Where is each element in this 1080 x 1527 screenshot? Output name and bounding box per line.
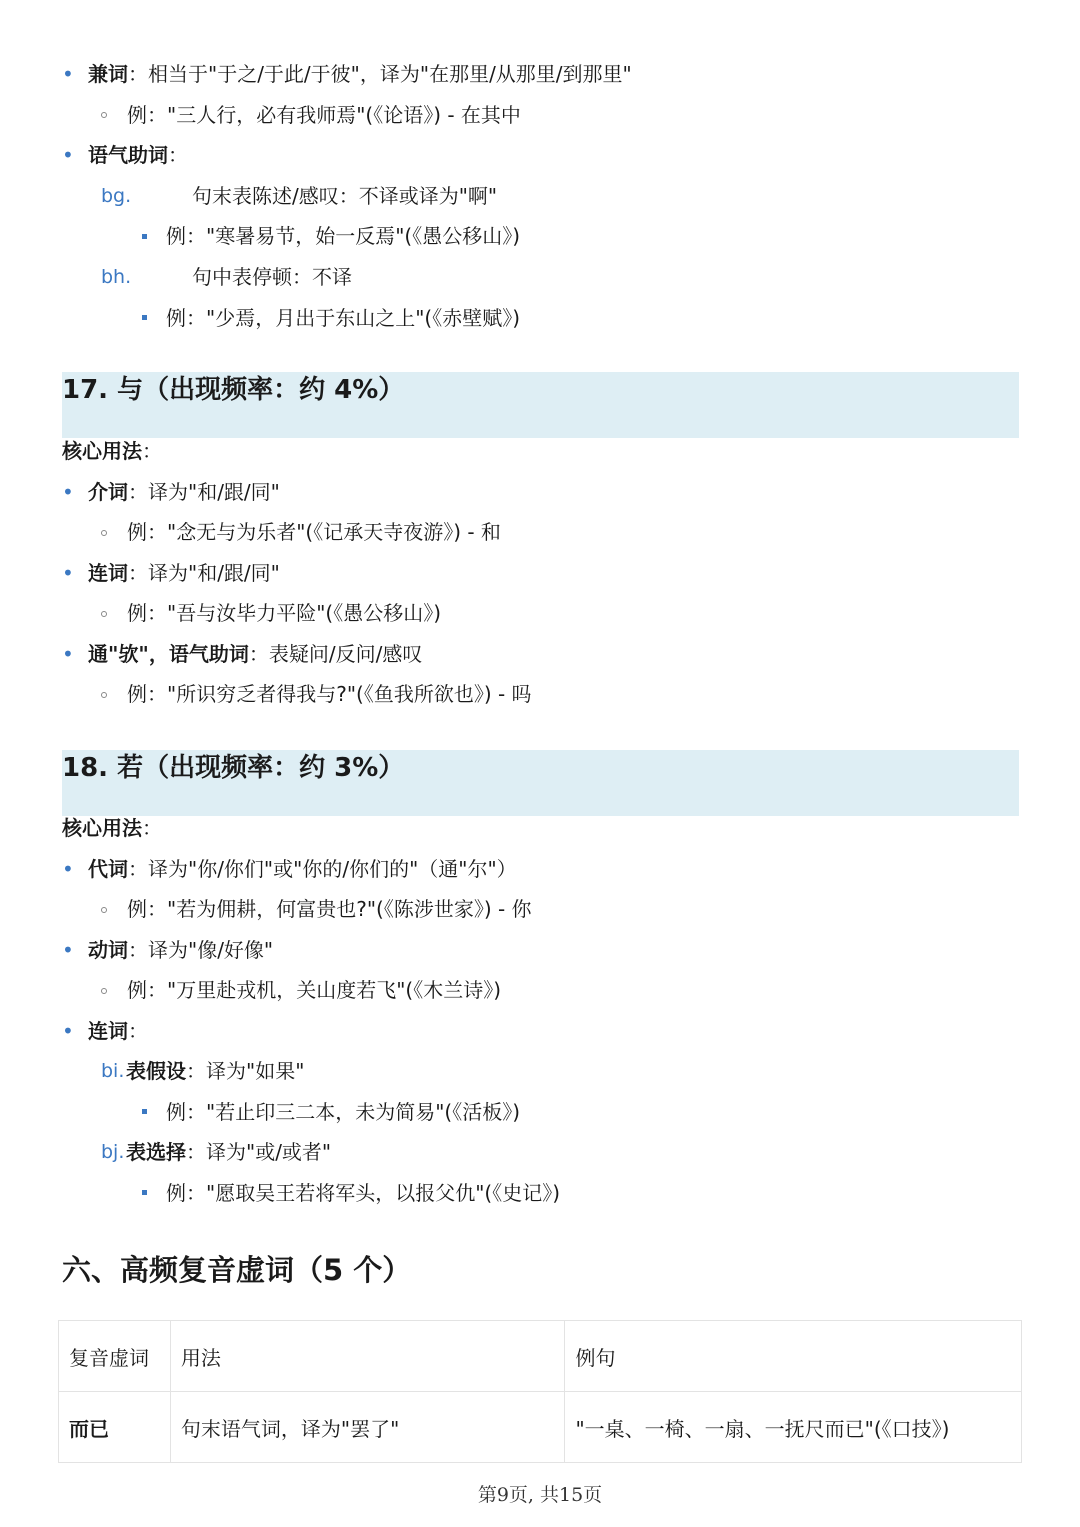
list-marker: bj. [101, 1141, 125, 1163]
bullet-dot: • [62, 561, 74, 585]
example-line: 例："愿取吴王若将军头，以报父仇"(《史记》) [166, 1181, 561, 1205]
bullet-dot: • [62, 480, 74, 504]
example-line: 例："寒暑易节，始一反焉"(《愚公移山》) [166, 224, 521, 248]
example-line: 例："吾与汝毕力平险"(《愚公移山》) [127, 601, 442, 625]
circle-bullet [101, 988, 107, 994]
table-header-cell: 例句 [565, 1321, 1022, 1392]
bullet-dot: • [62, 1019, 74, 1043]
table-header-row [59, 1321, 1022, 1392]
square-bullet [142, 1190, 147, 1195]
sub-item: 句末表陈述/感叹：不译或译为"啊" [192, 184, 498, 208]
section-title: 六、高频复音虚词（5 个） [62, 1253, 412, 1287]
section-heading: 17. 与（出现频率：约 4%） [62, 375, 405, 405]
sub-item: 表假设：译为"如果" [126, 1059, 305, 1083]
usage-item: 动词：译为"像/好像" [88, 938, 274, 962]
usage-item: 介词：译为"和/跟/同" [88, 480, 280, 504]
table-row [59, 1392, 1022, 1463]
table-cell: 而已 [59, 1392, 171, 1463]
desc: ：相当于"于之/于此/于彼"，译为"在那里/从那里/到那里" [128, 62, 632, 86]
table-cell: 句末语气词，译为"罢了" [170, 1392, 565, 1463]
example-line: 例："三人行，必有我师焉"(《论语》) - 在其中 [127, 103, 521, 127]
table-cell: "一桌、一椅、一扇、一抚尺而已"(《口技》) [565, 1392, 1022, 1463]
section-heading: 18. 若（出现频率：约 3%） [62, 753, 405, 783]
function-words-table [58, 1320, 1022, 1463]
yuqi-line: 语气助词： [88, 143, 188, 167]
jianci-line [88, 60, 632, 88]
example-line: 例："少焉，月出于东山之上"(《赤壁赋》) [166, 306, 521, 330]
circle-bullet [101, 530, 107, 536]
usage-item: 通"欤"，语气助词：表疑问/反问/感叹 [88, 642, 423, 666]
square-bullet [142, 1109, 147, 1114]
circle-bullet [101, 692, 107, 698]
core-usage-label: 核心用法： [62, 439, 162, 463]
sub-item: 表选择：译为"或/或者" [126, 1140, 332, 1164]
bullet-dot: • [62, 642, 74, 666]
bullet-dot: • [62, 938, 74, 962]
square-bullet [142, 315, 147, 320]
page-footer: 第9页, 共15页 [477, 1484, 603, 1506]
example-line: 例："万里赴戎机，关山度若飞"(《木兰诗》) [127, 978, 502, 1002]
sub-item: 句中表停顿：不译 [192, 265, 352, 289]
bullet-dot: • [62, 143, 74, 167]
core-usage-label: 核心用法： [62, 816, 162, 840]
table-header-cell: 复音虚词 [59, 1321, 171, 1392]
usage-item: 连词： [88, 1019, 148, 1043]
bullet-dot: • [62, 857, 74, 881]
table-header-cell: 用法 [170, 1321, 565, 1392]
term: 语气助词 [88, 143, 168, 167]
list-marker: bg. [101, 185, 132, 207]
circle-bullet [101, 112, 107, 118]
circle-bullet [101, 611, 107, 617]
circle-bullet [101, 907, 107, 913]
example-line: 例："若止印三二本，未为简易"(《活板》) [166, 1100, 521, 1124]
list-marker: bh. [101, 266, 132, 288]
square-bullet [142, 234, 147, 239]
term: 兼词 [88, 62, 128, 86]
usage-item: 代词：译为"你/你们"或"你的/你们的"（通"尔"） [88, 857, 517, 881]
example-line: 例："念无与为乐者"(《记承天寺夜游》) - 和 [127, 520, 501, 544]
example-line: 例："所识穷乏者得我与?"(《鱼我所欲也》) - 吗 [127, 682, 532, 706]
list-marker: bi. [101, 1060, 125, 1082]
example-line: 例："若为佣耕，何富贵也?"(《陈涉世家》) - 你 [127, 897, 532, 921]
bullet-dot: • [62, 62, 74, 86]
usage-item: 连词：译为"和/跟/同" [88, 561, 280, 585]
